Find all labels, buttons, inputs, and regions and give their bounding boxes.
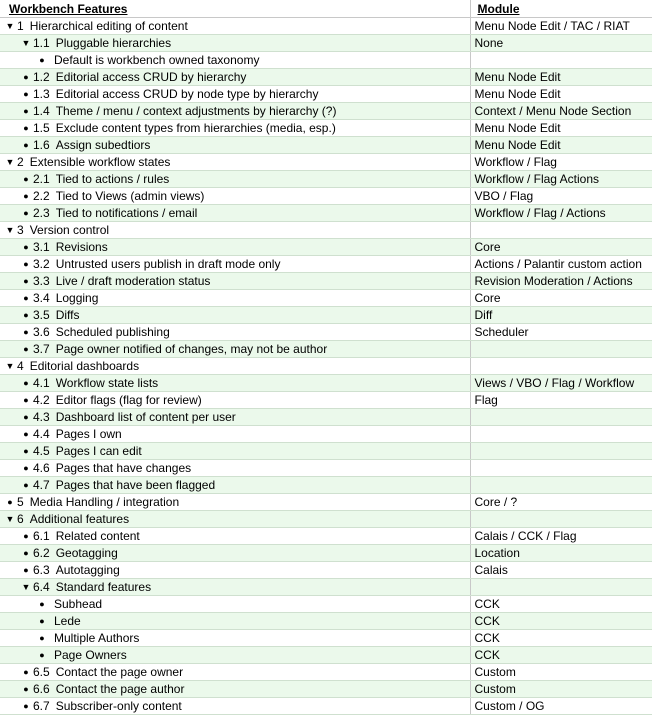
item-text: Pages I own <box>55 427 122 441</box>
table-row[interactable] <box>0 579 652 596</box>
bullet-icon: ● <box>23 412 29 422</box>
outline-item <box>0 630 470 646</box>
bullet-icon: ● <box>23 89 29 99</box>
outline-item <box>0 613 470 629</box>
item-number: 1.3 <box>33 87 50 101</box>
feature-cell <box>0 137 470 154</box>
item-text: Editorial dashboards <box>29 359 140 373</box>
item-text: Pages that have been flagged <box>55 478 216 492</box>
feature-cell <box>0 647 470 664</box>
feature-cell <box>0 188 470 205</box>
item-text: Pluggable hierarchies <box>55 36 172 50</box>
item-text: Dashboard list of content per user <box>55 410 236 424</box>
item-text: Untrusted users publish in draft mode only <box>55 257 281 271</box>
bullet-icon: ● <box>23 72 29 82</box>
outline-item <box>0 239 470 255</box>
outline-item <box>0 647 470 663</box>
outline-item <box>0 358 470 374</box>
item-text: Autotagging <box>55 563 120 577</box>
bullet-icon: ● <box>39 633 45 643</box>
module-cell: None <box>470 35 652 52</box>
outline-item <box>0 171 470 187</box>
module-cell <box>470 358 652 375</box>
outline-rows <box>0 18 652 715</box>
outline-item <box>0 137 470 153</box>
item-text: Geotagging <box>55 546 118 560</box>
table-row[interactable] <box>0 494 652 511</box>
item-text: Hierarchical editing of content <box>29 19 188 33</box>
bullet-icon: ● <box>23 480 29 490</box>
bullet-icon: ● <box>23 531 29 541</box>
table-row[interactable] <box>0 273 652 290</box>
item-text: Logging <box>55 291 99 305</box>
outline-item <box>0 494 470 510</box>
bullet-icon: ● <box>23 276 29 286</box>
feature-cell <box>0 18 470 35</box>
header-feature[interactable]: Workbench Features <box>0 0 470 18</box>
outline-item <box>0 307 470 323</box>
bullet-icon: ● <box>39 650 45 660</box>
module-cell: CCK <box>470 596 652 613</box>
item-number: 3.3 <box>33 274 50 288</box>
table-row[interactable] <box>0 256 652 273</box>
item-number: 4.1 <box>33 376 50 390</box>
feature-cell <box>0 409 470 426</box>
module-cell: Views / VBO / Flag / Workflow <box>470 375 652 392</box>
bullet-icon: ● <box>23 191 29 201</box>
feature-cell <box>0 171 470 188</box>
table-row[interactable] <box>0 154 652 171</box>
item-text: Theme / menu / context adjustments by hierarchy (?) <box>55 104 337 118</box>
bullet-icon: ● <box>23 106 29 116</box>
item-number: 6.6 <box>33 682 50 696</box>
outline-item <box>0 154 470 170</box>
feature-cell <box>0 239 470 256</box>
disclosure-triangle-icon[interactable]: ▼ <box>5 157 15 167</box>
table-row[interactable] <box>0 528 652 545</box>
module-cell: Custom / OG <box>470 698 652 715</box>
table-row[interactable] <box>0 18 652 35</box>
feature-cell <box>0 494 470 511</box>
item-number: 2 <box>17 155 24 169</box>
feature-cell <box>0 86 470 103</box>
item-text: Pages I can edit <box>55 444 142 458</box>
module-cell: Workflow / Flag <box>470 154 652 171</box>
item-text: Editorial access CRUD by hierarchy <box>55 70 247 84</box>
outline-item <box>0 273 470 289</box>
bullet-icon: ● <box>23 293 29 303</box>
item-text: Assign subedtiors <box>55 138 151 152</box>
table-row[interactable] <box>0 426 652 443</box>
feature-cell <box>0 426 470 443</box>
bullet-icon: ● <box>23 123 29 133</box>
module-cell: Flag <box>470 392 652 409</box>
bullet-icon: ● <box>23 446 29 456</box>
item-number: 4.5 <box>33 444 50 458</box>
item-text: Tied to actions / rules <box>55 172 170 186</box>
module-cell: Revision Moderation / Actions <box>470 273 652 290</box>
table-row[interactable] <box>0 681 652 698</box>
table-row[interactable] <box>0 375 652 392</box>
table-row[interactable] <box>0 52 652 69</box>
item-number: 4.4 <box>33 427 50 441</box>
item-text: Editor flags (flag for review) <box>55 393 202 407</box>
feature-cell <box>0 664 470 681</box>
feature-cell <box>0 222 470 239</box>
feature-cell <box>0 273 470 290</box>
bullet-icon: ● <box>7 497 13 507</box>
disclosure-triangle-icon[interactable]: ▼ <box>5 21 15 31</box>
outline-item <box>0 69 470 85</box>
outline-item <box>0 86 470 102</box>
item-text: Revisions <box>55 240 108 254</box>
module-cell: Diff <box>470 307 652 324</box>
item-number: 3.1 <box>33 240 50 254</box>
feature-cell <box>0 52 470 69</box>
module-cell <box>470 409 652 426</box>
item-number: 5 <box>17 495 24 509</box>
outline-item <box>0 324 470 340</box>
outline-item <box>0 52 470 68</box>
item-number: 3.5 <box>33 308 50 322</box>
module-cell: Workflow / Flag / Actions <box>470 205 652 222</box>
bullet-icon: ● <box>23 259 29 269</box>
item-text: Contact the page author <box>55 682 185 696</box>
module-cell: CCK <box>470 613 652 630</box>
module-cell: Context / Menu Node Section <box>470 103 652 120</box>
bullet-icon: ● <box>39 55 45 65</box>
bullet-icon: ● <box>23 378 29 388</box>
feature-cell <box>0 375 470 392</box>
header-row <box>0 0 652 18</box>
item-number: 1 <box>17 19 24 33</box>
item-number: 2.3 <box>33 206 50 220</box>
item-number: 4.3 <box>33 410 50 424</box>
outline-item <box>0 477 470 493</box>
feature-cell <box>0 443 470 460</box>
module-cell: Actions / Palantir custom action <box>470 256 652 273</box>
feature-cell <box>0 103 470 120</box>
module-cell <box>470 426 652 443</box>
bullet-icon: ● <box>23 667 29 677</box>
table-row[interactable] <box>0 477 652 494</box>
item-number: 1.4 <box>33 104 50 118</box>
module-cell: Menu Node Edit <box>470 137 652 154</box>
module-cell: Location <box>470 545 652 562</box>
item-number: 6 <box>17 512 24 526</box>
header-module[interactable]: Module <box>470 0 652 18</box>
feature-cell <box>0 698 470 715</box>
disclosure-triangle-icon[interactable]: ▼ <box>21 38 31 48</box>
item-text: Additional features <box>29 512 130 526</box>
table-row[interactable] <box>0 409 652 426</box>
bullet-icon: ● <box>23 242 29 252</box>
item-text: Editorial access CRUD by node type by hierarchy <box>55 87 319 101</box>
item-text: Lede <box>54 614 81 628</box>
table-row[interactable] <box>0 239 652 256</box>
item-text: Tied to notifications / email <box>55 206 198 220</box>
outline-item <box>0 579 470 595</box>
item-text: Pages that have changes <box>55 461 192 475</box>
feature-cell <box>0 256 470 273</box>
item-text: Diffs <box>55 308 80 322</box>
bullet-icon: ● <box>23 140 29 150</box>
item-text: Related content <box>55 529 140 543</box>
item-number: 4.6 <box>33 461 50 475</box>
item-number: 3.2 <box>33 257 50 271</box>
outline-item <box>0 188 470 204</box>
bullet-icon: ● <box>23 548 29 558</box>
bullet-icon: ● <box>39 599 45 609</box>
item-number: 3.6 <box>33 325 50 339</box>
module-cell: Core <box>470 290 652 307</box>
disclosure-triangle-icon[interactable]: ▼ <box>21 582 31 592</box>
bullet-icon: ● <box>39 616 45 626</box>
item-number: 1.1 <box>33 36 50 50</box>
outline-item <box>0 460 470 476</box>
table-row[interactable] <box>0 137 652 154</box>
feature-cell <box>0 341 470 358</box>
module-cell: Menu Node Edit <box>470 86 652 103</box>
bullet-icon: ● <box>23 174 29 184</box>
bullet-icon: ● <box>23 429 29 439</box>
feature-cell <box>0 528 470 545</box>
item-number: 2.2 <box>33 189 50 203</box>
module-cell: Custom <box>470 664 652 681</box>
feature-cell <box>0 613 470 630</box>
feature-cell <box>0 562 470 579</box>
bullet-icon: ● <box>23 701 29 711</box>
module-cell: Custom <box>470 681 652 698</box>
outline-item <box>0 426 470 442</box>
item-text: Media Handling / integration <box>29 495 180 509</box>
outline-item <box>0 103 470 119</box>
table-row[interactable] <box>0 188 652 205</box>
module-cell <box>470 222 652 239</box>
feature-cell <box>0 324 470 341</box>
item-text: Live / draft moderation status <box>55 274 211 288</box>
table-row[interactable] <box>0 596 652 613</box>
module-cell: VBO / Flag <box>470 188 652 205</box>
disclosure-triangle-icon[interactable]: ▼ <box>5 361 15 371</box>
outline-item <box>0 222 470 238</box>
outline-item <box>0 409 470 425</box>
outline-item <box>0 511 470 527</box>
item-number: 4.2 <box>33 393 50 407</box>
feature-cell <box>0 358 470 375</box>
module-cell <box>470 477 652 494</box>
module-cell: Menu Node Edit <box>470 120 652 137</box>
table-row[interactable] <box>0 171 652 188</box>
table-row[interactable] <box>0 35 652 52</box>
outline-item <box>0 256 470 272</box>
outline-item <box>0 681 470 697</box>
module-cell: Calais / CCK / Flag <box>470 528 652 545</box>
item-number: 6.1 <box>33 529 50 543</box>
module-cell: Menu Node Edit <box>470 69 652 86</box>
table-row[interactable] <box>0 358 652 375</box>
module-cell: Menu Node Edit / TAC / RIAT <box>470 18 652 35</box>
feature-cell <box>0 307 470 324</box>
outline-item <box>0 35 470 51</box>
module-cell <box>470 52 652 69</box>
bullet-icon: ● <box>23 344 29 354</box>
feature-cell <box>0 392 470 409</box>
feature-cell <box>0 681 470 698</box>
feature-cell <box>0 630 470 647</box>
feature-cell <box>0 205 470 222</box>
module-cell: Core / ? <box>470 494 652 511</box>
outline-item <box>0 545 470 561</box>
feature-cell <box>0 596 470 613</box>
item-number: 1.2 <box>33 70 50 84</box>
item-text: Subscriber-only content <box>55 699 182 713</box>
table-row[interactable] <box>0 103 652 120</box>
table-row[interactable] <box>0 324 652 341</box>
module-cell: CCK <box>470 647 652 664</box>
item-number: 3 <box>17 223 24 237</box>
module-cell: Workflow / Flag Actions <box>470 171 652 188</box>
disclosure-triangle-icon[interactable]: ▼ <box>5 225 15 235</box>
outline-item <box>0 698 470 714</box>
item-number: 3.4 <box>33 291 50 305</box>
item-text: Version control <box>29 223 110 237</box>
outline-item <box>0 596 470 612</box>
item-number: 2.1 <box>33 172 50 186</box>
item-text: Scheduled publishing <box>55 325 170 339</box>
item-number: 4 <box>17 359 24 373</box>
item-number: 6.7 <box>33 699 50 713</box>
table-row[interactable] <box>0 222 652 239</box>
table-row[interactable] <box>0 511 652 528</box>
item-number: 6.2 <box>33 546 50 560</box>
item-text: Default is workbench owned taxonomy <box>54 53 260 67</box>
disclosure-triangle-icon[interactable]: ▼ <box>5 514 15 524</box>
feature-cell <box>0 545 470 562</box>
feature-cell <box>0 477 470 494</box>
item-text: Exclude content types from hierarchies (media, esp.) <box>55 121 336 135</box>
module-cell: CCK <box>470 630 652 647</box>
table-row[interactable] <box>0 613 652 630</box>
module-cell: Core <box>470 239 652 256</box>
feature-cell <box>0 460 470 477</box>
table-row[interactable] <box>0 392 652 409</box>
item-text: Workflow state lists <box>55 376 159 390</box>
table-row[interactable] <box>0 630 652 647</box>
bullet-icon: ● <box>23 310 29 320</box>
outline-item <box>0 290 470 306</box>
outline-item <box>0 664 470 680</box>
item-number: 6.5 <box>33 665 50 679</box>
item-number: 3.7 <box>33 342 50 356</box>
table-row[interactable] <box>0 443 652 460</box>
item-text: Extensible workflow states <box>29 155 171 169</box>
bullet-icon: ● <box>23 463 29 473</box>
table-row[interactable] <box>0 341 652 358</box>
bullet-icon: ● <box>23 208 29 218</box>
table-row[interactable] <box>0 664 652 681</box>
table-row[interactable] <box>0 205 652 222</box>
table-row[interactable] <box>0 290 652 307</box>
outline-item <box>0 341 470 357</box>
item-number: 6.4 <box>33 580 50 594</box>
table-row[interactable] <box>0 545 652 562</box>
bullet-icon: ● <box>23 395 29 405</box>
item-number: 6.3 <box>33 563 50 577</box>
module-cell <box>470 460 652 477</box>
feature-cell <box>0 290 470 307</box>
item-text: Contact the page owner <box>55 665 184 679</box>
feature-cell <box>0 154 470 171</box>
outline-item <box>0 18 470 34</box>
module-cell: Calais <box>470 562 652 579</box>
bullet-icon: ● <box>23 565 29 575</box>
item-text: Subhead <box>54 597 103 611</box>
module-cell <box>470 341 652 358</box>
feature-cell <box>0 120 470 137</box>
item-text: Page Owners <box>54 648 127 662</box>
item-text: Page owner notified of changes, may not be author <box>55 342 328 356</box>
outline-item <box>0 205 470 221</box>
table-row[interactable] <box>0 562 652 579</box>
outline-item <box>0 528 470 544</box>
item-text: Tied to Views (admin views) <box>55 189 205 203</box>
feature-cell <box>0 579 470 596</box>
table-row[interactable] <box>0 120 652 137</box>
item-text: Standard features <box>55 580 152 594</box>
outline-item <box>0 562 470 578</box>
module-cell <box>470 511 652 528</box>
table-row[interactable] <box>0 86 652 103</box>
outline-item <box>0 375 470 391</box>
outline-item <box>0 392 470 408</box>
bullet-icon: ● <box>23 327 29 337</box>
feature-cell <box>0 69 470 86</box>
table-row[interactable] <box>0 460 652 477</box>
bullet-icon: ● <box>23 684 29 694</box>
table-row[interactable] <box>0 647 652 664</box>
item-number: 1.5 <box>33 121 50 135</box>
table-row[interactable] <box>0 698 652 715</box>
table-row[interactable] <box>0 69 652 86</box>
item-number: 4.7 <box>33 478 50 492</box>
item-number: 1.6 <box>33 138 50 152</box>
table-row[interactable] <box>0 307 652 324</box>
module-cell <box>470 443 652 460</box>
feature-cell <box>0 35 470 52</box>
outline-item <box>0 120 470 136</box>
outline-item <box>0 443 470 459</box>
module-cell: Scheduler <box>470 324 652 341</box>
feature-cell <box>0 511 470 528</box>
module-cell <box>470 579 652 596</box>
item-text: Multiple Authors <box>54 631 140 645</box>
